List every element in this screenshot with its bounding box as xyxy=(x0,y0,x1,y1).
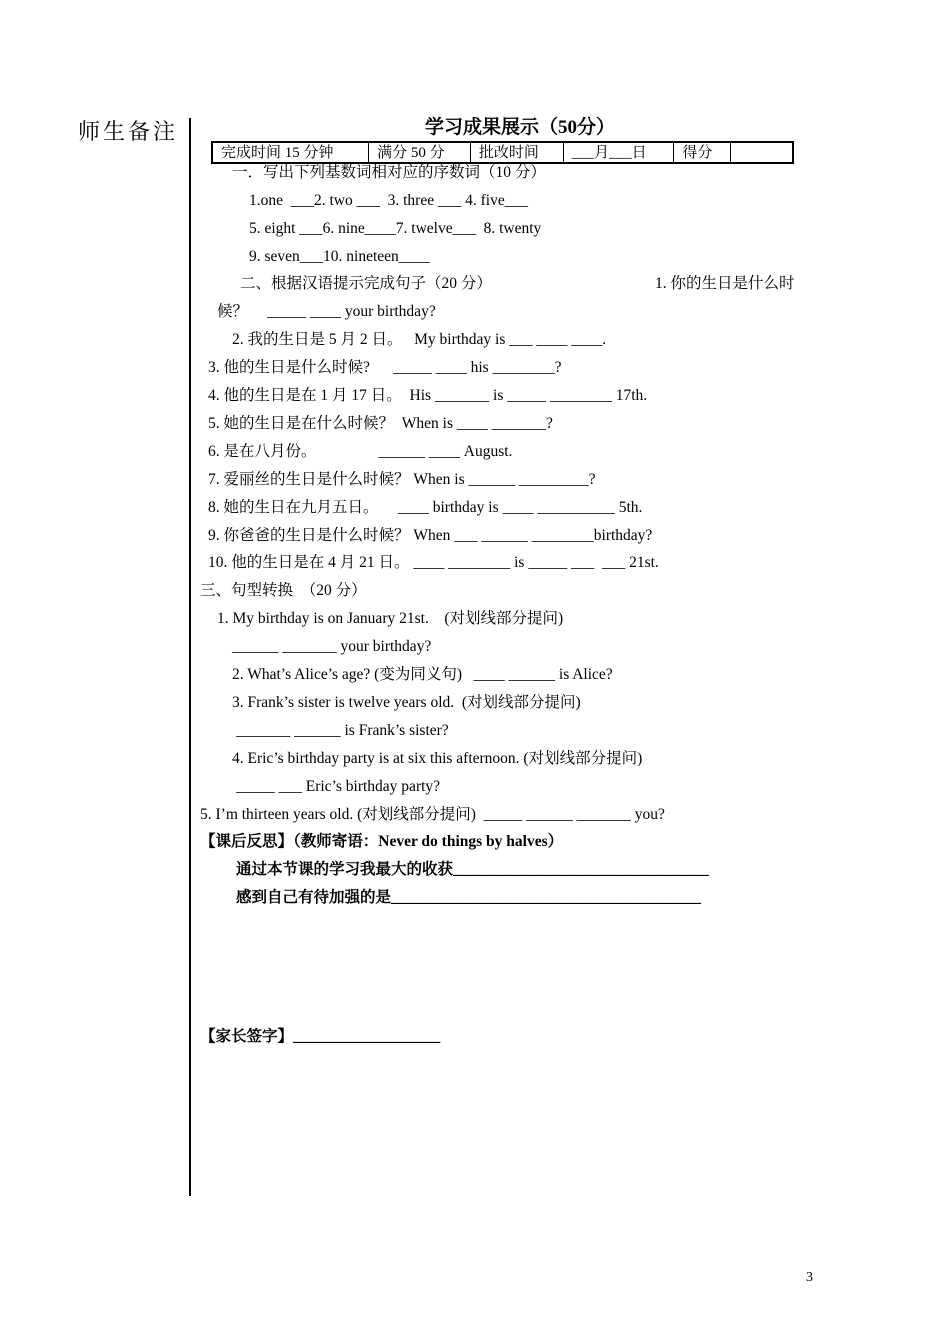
section3-heading: 三、句型转换 （20 分） xyxy=(200,582,367,599)
section2-question: 7. 爱丽丝的生日是什么时候？ When is ______ _________? xyxy=(208,471,596,488)
page-number: 3 xyxy=(806,1270,813,1285)
section3-line: 1. My birthday is on January 21st. (对划线部分提问) xyxy=(217,610,564,627)
section2-question: 10. 他的生日是在 4 月 21 日。 ____ ________ is _____ ___ ___ 21st. xyxy=(208,554,659,571)
score-value-cell[interactable] xyxy=(731,142,794,163)
section1-line: 9. seven___10. nineteen____ xyxy=(249,248,430,265)
section2-q1-end: 候？ _____ ____ your birthday? xyxy=(217,303,436,320)
score-info-row xyxy=(212,142,793,163)
section3-line: 4. Eric’s birthday party is at six this afternoon. (对划线部分提问) xyxy=(232,750,643,767)
section3-line: _______ ______ is Frank’s sister? xyxy=(236,722,449,739)
section2-question: 9. 你爸爸的生日是什么时候？ When ___ ______ ________birthday? xyxy=(208,527,653,544)
margin-divider-line xyxy=(189,118,191,1196)
section2-q1-start: 1. 你的生日是什么时 xyxy=(655,275,795,292)
reflection-heading: 【课后反思】（教师寄语：Never do things by halves） xyxy=(200,833,564,850)
section3-line: _____ ___ Eric’s birthday party? xyxy=(236,778,441,795)
page-title: 学习成果展示（50分） xyxy=(424,117,615,138)
section2-heading: 二、根据汉语提示完成句子（20 分） xyxy=(240,275,492,292)
score-info-table xyxy=(211,141,794,164)
full-score-cell: 满分 50 分 xyxy=(369,142,471,163)
side-note-label: 师生备注 xyxy=(78,119,179,144)
section1-line: 1.one ___2. two ___ 3. three ___ 4. five___ xyxy=(249,192,528,209)
reflection-improve-line: 感到自己有待加强的是________________________________________ xyxy=(236,889,702,906)
date-cell: ___月___日 xyxy=(563,142,674,163)
section2-question: 3. 他的生日是什么时候? _____ ____ his ________? xyxy=(208,359,562,376)
section3-line: 3. Frank’s sister is twelve years old. (对划线部分提问) xyxy=(232,694,581,711)
grading-time-cell: 批改时间 xyxy=(470,142,563,163)
section2-question: 8. 她的生日在九月五日。 ____ birthday is ____ __________ 5th. xyxy=(208,499,643,516)
section2-question: 2. 我的生日是 5 月 2 日。 My birthday is ___ ____ ____. xyxy=(232,331,607,348)
section3-line: ______ _______ your birthday? xyxy=(232,638,432,655)
section3-line: 5. I’m thirteen years old. (对划线部分提问) _____ ______ _______ you? xyxy=(200,806,665,823)
section2-question: 6. 是在八月份。 ______ ____ August. xyxy=(208,443,513,460)
section2-question: 4. 他的生日是在 1 月 17 日。 His _______ is _____ ________ 17th. xyxy=(208,387,648,404)
section2-question: 5. 她的生日是在什么时候？ When is ____ _______? xyxy=(208,415,553,432)
section1-heading: 一．写出下列基数词相对应的序数词（10 分） xyxy=(232,164,546,181)
section3-line: 2. What’s Alice’s age? (变为同义句) ____ ______ is Alice? xyxy=(232,666,613,683)
completion-time-cell: 完成时间 15 分钟 xyxy=(212,142,369,163)
reflection-gain-line: 通过本节课的学习我最大的收获_________________________________ xyxy=(236,861,709,878)
parent-signature-line: 【家长签字】___________________ xyxy=(200,1028,441,1045)
section1-line: 5. eight ___6. nine____7. twelve___ 8. twenty xyxy=(249,220,542,237)
score-label-cell: 得分 xyxy=(674,142,731,163)
